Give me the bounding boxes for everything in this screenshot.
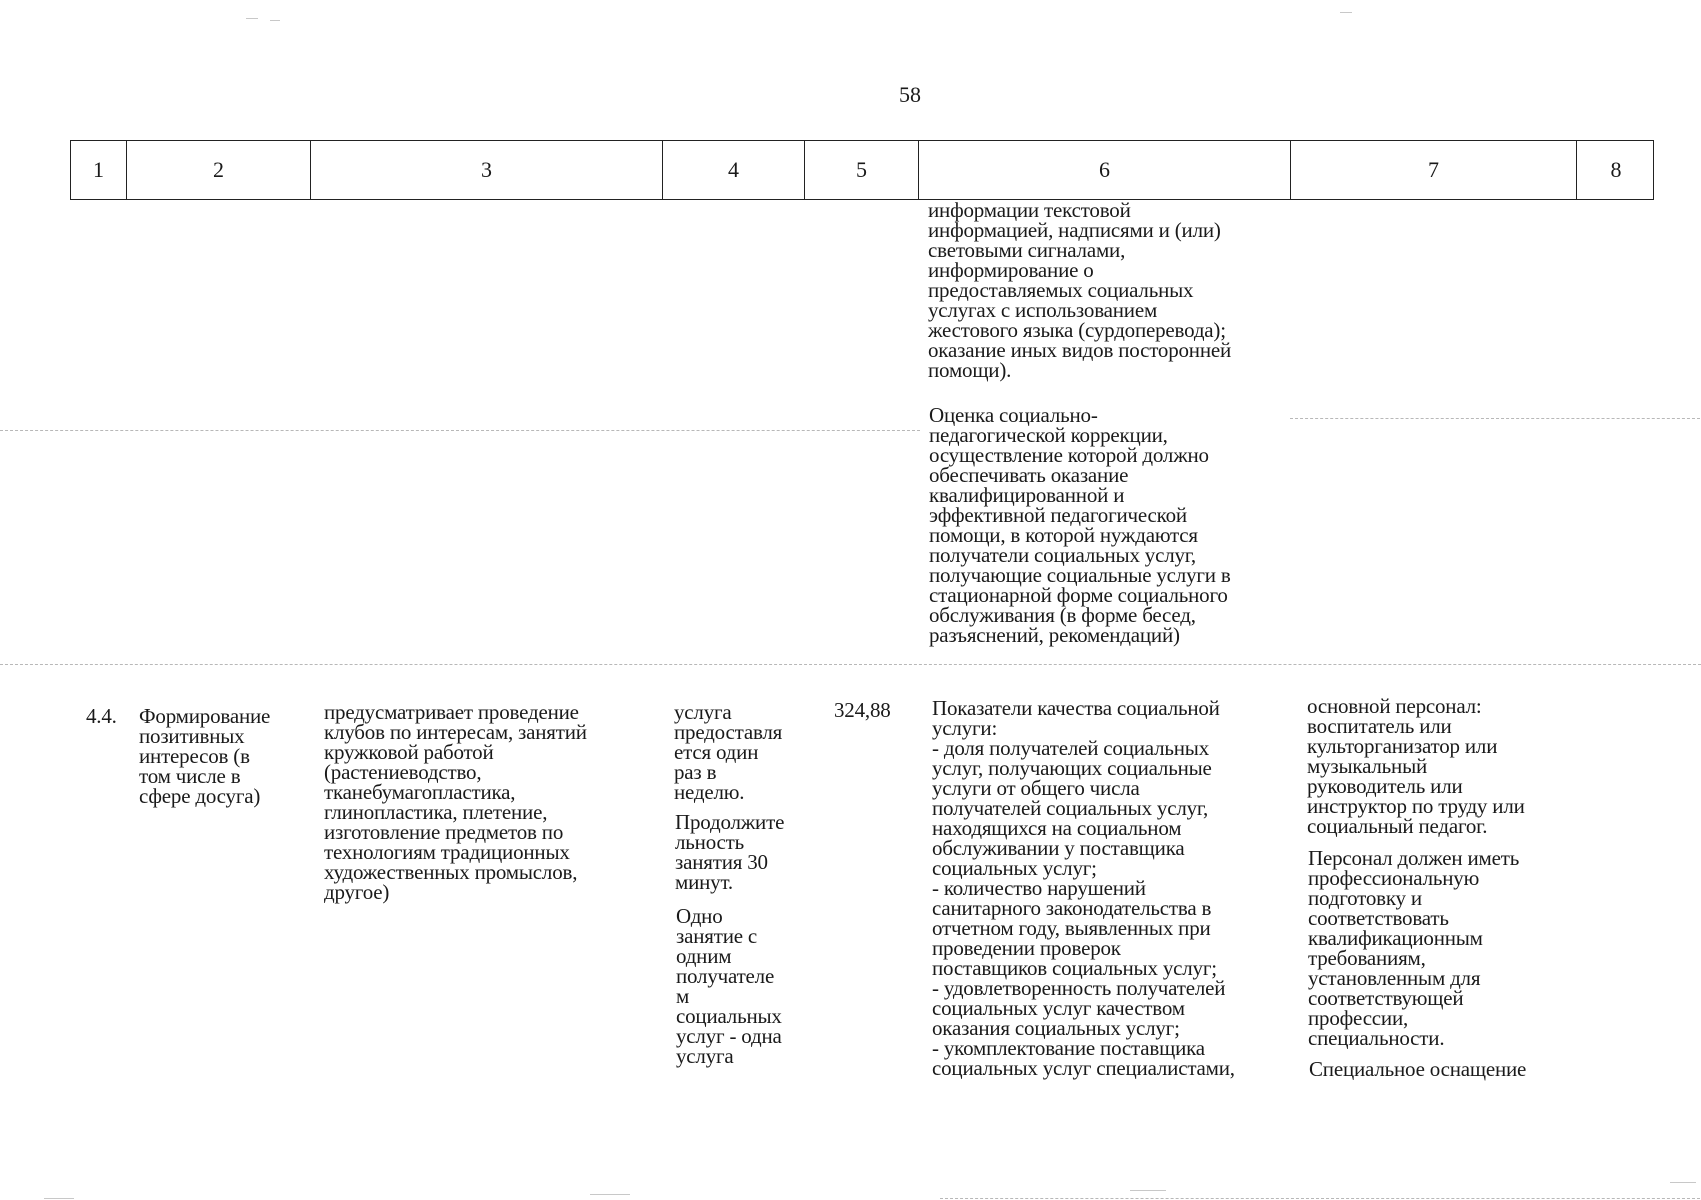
quality-indicators: Показатели качества социальной услуги: - доля получателей социальных услуг, получающих социальные услуги от общего числа получателей социальных услуг, находящихся на социальном обслуживании у поставщика социальных услуг; - количество нарушений санитарного законодательства в отчетном году, выявленных при проведении проверок поставщиков социальных услуг; - удовлетворенность получателей социальных услуг качеством оказания социальных услуг; - укомплектование поставщика социальных услуг специалистами,: [932, 696, 1235, 1080]
header-col-8: 8: [1610, 157, 1622, 182]
continuation-col6-assessment-text: Оценка социально- педагогической коррекции, осуществление которой должно обеспечивать оказание квалифицированной и эффективной педагогической помощи, в которой нуждаются получатели социальных услуг, получающие социальные услуги в стационарной форме социального обслуживания (в форме бесед, разъяснений, рекомендаций): [929, 403, 1231, 647]
service-description: предусматривает проведение клубов по интересам, занятий кружковой работой (растениеводство, тканебумагопластика, глинопластика, плетение, изготовление предметов по технологиям традиционных художественных промыслов, другое): [324, 700, 587, 904]
continuation-col6-assistance-text: информации текстовой информацией, надписями и (или) световыми сигналами, информирование о предоставляемых социальных услугах с использованием жестового языка (сурдоперевода); оказание иных видов посторонней помощи).: [928, 198, 1232, 382]
special-equipment: Специальное оснащение: [1309, 1057, 1527, 1081]
scan-speck: [1670, 1182, 1696, 1183]
service-unit: Одно занятие с одним получателе м социальных услуг - одна услуга: [676, 904, 782, 1068]
service-duration: Продолжите льность занятия 30 минут.: [675, 810, 785, 894]
header-col-4: 4: [663, 141, 805, 199]
header-col-5: 5: [805, 141, 919, 199]
header-col-1: 1: [71, 141, 127, 199]
header-col-7: 7: [1291, 141, 1577, 199]
scan-speck: [590, 1194, 630, 1195]
scan-speck: [44, 1198, 74, 1199]
service-frequency: услуга предоставля ется один раз в неделю.: [674, 700, 783, 804]
scan-speck: [1130, 1190, 1166, 1191]
service-tariff: 324,88: [834, 698, 891, 722]
faint-row-separator: [1290, 418, 1700, 419]
staff-requirements: основной персонал: воспитатель или культорганизатор или музыкальный руководитель или инструктор по труду или социальный педагог.: [1307, 694, 1525, 838]
row-number: 4.4.: [86, 704, 117, 728]
header-col-6: 6: [919, 141, 1291, 199]
faint-bottom-line: [940, 1198, 1700, 1199]
scan-speck: [1340, 12, 1352, 13]
service-name: Формирование позитивных интересов (в том числе в сфере досуга): [139, 704, 271, 808]
faint-row-separator: [0, 664, 1701, 665]
header-col-2: 2: [127, 141, 311, 199]
page-number: 58: [899, 82, 921, 107]
staff-qualification: Персонал должен иметь профессиональную подготовку и соответствовать квалификационным требованиям, установленным для соответствующей профессии, специальности.: [1308, 846, 1520, 1050]
header-col-3: 3: [311, 141, 663, 199]
table-header-row: [70, 140, 1654, 200]
scan-speck: [246, 18, 258, 19]
scan-speck: [270, 20, 280, 21]
faint-row-separator: [0, 430, 920, 431]
